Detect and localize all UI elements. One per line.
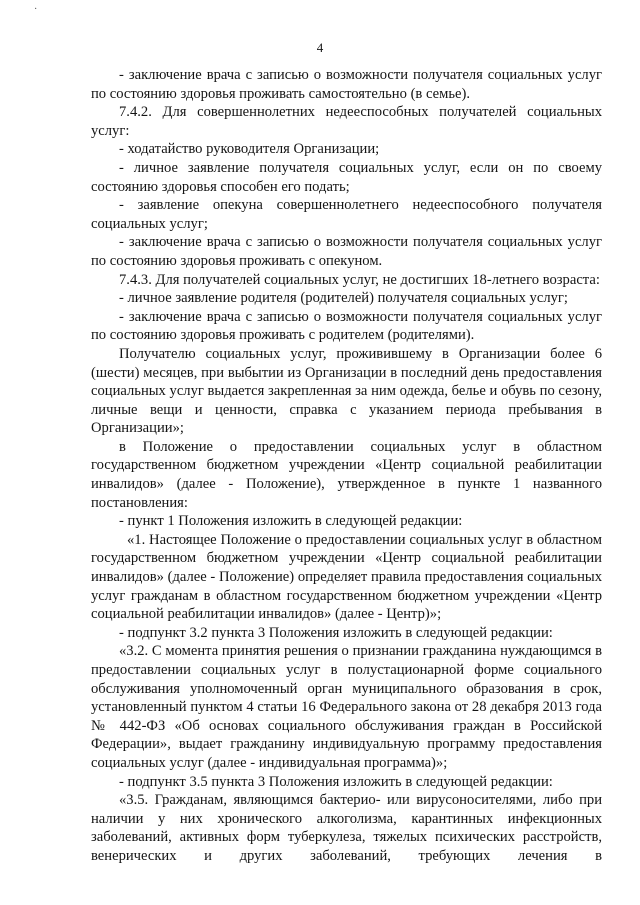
paragraph-subpoint-3-2-text: «3.2. С момента принятия решения о признании гражданина нуждающимся в предоставлении социальных услуг в полустационарной форме социального обслуживания уполномоченный орган муниципального образования в срок, установленный пунктом 4 статьи 16 Федерального закона от 28 декабря 2013 года № 442-ФЗ «Об основах социального обслуживания граждан в Российской Федерации», выдает гражданину индивидуальную программу предоставления социальных услуг (далее - индивидуальная программа)»; <box>91 643 602 771</box>
paragraph-guardian-application: - заявление опекуна совершеннолетнего недееспособного получателя социальных услуг; <box>91 197 602 232</box>
paragraph-7-4-2-heading: 7.4.2. Для совершеннолетних недееспособных получателей социальных услуг: <box>91 104 602 139</box>
paragraph-point-1-text: «1. Настоящее Положение о предоставлении социальных услуг в областном государственном бюджетном учреждении «Центр социальной реабилитации инвалидов» (далее - Положение) определяет правила предоставления социальных услуг гражданам в областном государственном бюджетном учреждении «Центр социальной реабилитации инвалидов» (далее - Центр)»; <box>91 531 602 623</box>
paragraph-point-1-instruction: - пункт 1 Положения изложить в следующей редакции: <box>119 513 463 530</box>
paragraph-subpoint-3-5-text: «3.5. Гражданам, являющимся бактерио- или вирусоносителями, либо при наличии у них хронического алкоголизма, карантинных инфекционных заболеваний, активных форм туберкулеза, тяжелых психических расстройств, венерических и других заболеваний, требующих лечения в <box>91 792 602 864</box>
paragraph-departure-clothing: Получателю социальных услуг, проживившему в Организации более 6 (шести) месяцев, при выбытии из Организации в последний день предоставления социальных услуг выдается закрепленная за ним одежда, белье и обувь по сезону, личные вещи и ценности, справка с указанием периода пребывания в Организации»; <box>91 345 602 437</box>
paragraph-personal-application: - личное заявление получателя социальных услуг, если он по своему состоянию здоровья способен его подать; <box>91 159 602 195</box>
page-number: 4 <box>316 40 324 55</box>
paragraph-doctor-conclusion-family: - заключение врача с записью о возможности получателя социальных услуг по состоянию здоровья проживать самостоятельно (в семье). <box>91 67 602 102</box>
paragraph-subpoint-3-2-instruction: - подпункт 3.2 пункта 3 Положения изложить в следующей редакции: <box>119 624 553 641</box>
paragraph-parent-application: - личное заявление родителя (родителей) получателя социальных услуг; <box>119 290 568 307</box>
paragraph-doctor-conclusion-parent: - заключение врача с записью о возможности получателя социальных услуг по состоянию здоровья проживать с родителем (родителями). <box>91 308 602 344</box>
paragraph-regulation-amendment: в Положение о предоставлении социальных услуг в областном государственном бюджетном учреждении «Центр социальной реабилитации инвалидов» (далее - Положение), утвержденное в пункте 1 названного постановления: <box>91 438 602 511</box>
paragraph-7-4-3-heading: 7.4.3. Для получателей социальных услуг, не достигших 18-летнего возраста: <box>119 271 600 288</box>
paragraph-doctor-conclusion-guardian: - заключение врача с записью о возможности получателя социальных услуг по состоянию здоровья проживать с опекуном. <box>91 234 602 269</box>
document-body <box>91 66 602 866</box>
paragraph-organization-petition: - ходатайство руководителя Организации; <box>119 141 380 158</box>
corner-mark: · <box>34 4 38 15</box>
paragraph-subpoint-3-5-instruction: - подпункт 3.5 пункта 3 Положения изложить в следующей редакции: <box>119 773 553 790</box>
